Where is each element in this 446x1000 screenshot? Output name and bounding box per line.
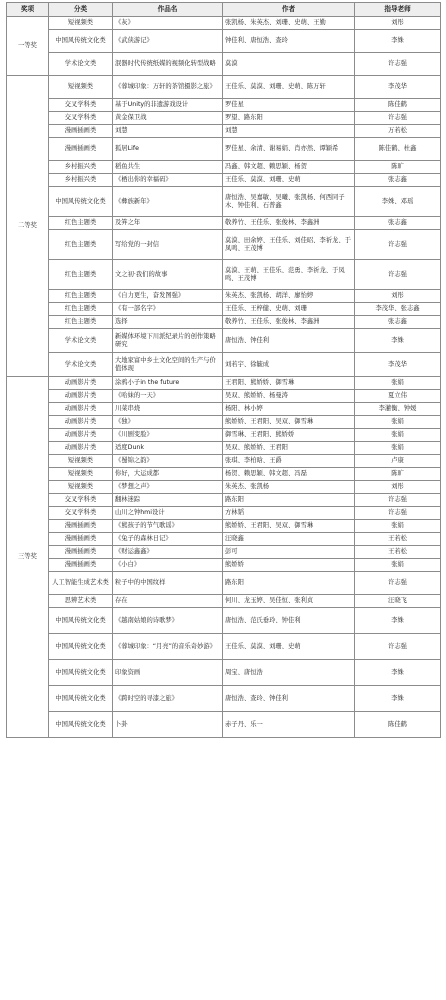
work-cell: 你好，大运成都 xyxy=(113,468,223,481)
authors-cell: 刘若宇、徐毓成 xyxy=(223,353,355,377)
teacher-cell: 张娟 xyxy=(355,442,441,455)
authors-cell: 王佳乐、王梓健、史萌、刘珊 xyxy=(223,303,355,316)
work-cell: 《彝族新年》 xyxy=(113,187,223,217)
work-cell: 《蜀锦之韵》 xyxy=(113,455,223,468)
table-row xyxy=(7,455,441,468)
category-cell: 红色主题类 xyxy=(49,290,113,303)
authors-cell: 杨阳、林小婷 xyxy=(223,403,355,416)
category-cell: 人工智能生成艺术类 xyxy=(49,572,113,595)
header-row xyxy=(7,3,441,17)
work-cell: 翻林迷踪 xyxy=(113,494,223,507)
category-cell: 短视频类 xyxy=(49,455,113,468)
teacher-cell: 陈佳鹤 xyxy=(355,99,441,112)
teacher-cell: 汪晓飞 xyxy=(355,595,441,608)
awards-body xyxy=(7,17,441,738)
category-cell: 中国风传统文化类 xyxy=(49,187,113,217)
table-row xyxy=(7,138,441,161)
teacher-cell: 刘彤 xyxy=(355,17,441,30)
work-cell: 粒子中的中国纹样 xyxy=(113,572,223,595)
table-row xyxy=(7,30,441,53)
teacher-cell: 李姝 xyxy=(355,30,441,53)
work-cell: 《小白》 xyxy=(113,559,223,572)
table-row xyxy=(7,520,441,533)
authors-cell: 莫漠、王萌、王佳乐、范勇、李祈龙、于凤鸣、王茂博 xyxy=(223,260,355,290)
category-cell: 动画影片类 xyxy=(49,416,113,429)
category-cell: 动画影片类 xyxy=(49,429,113,442)
table-row xyxy=(7,468,441,481)
authors-cell: 罗望、路东阳 xyxy=(223,112,355,125)
work-cell: 《武侠游记》 xyxy=(113,30,223,53)
table-row xyxy=(7,17,441,30)
work-cell: 狐居Life xyxy=(113,138,223,161)
work-cell: 《跨时空的寻漆之旅》 xyxy=(113,686,223,712)
teacher-cell: 王若松 xyxy=(355,546,441,559)
teacher-cell: 李姝、邓瑶 xyxy=(355,187,441,217)
teacher-cell: 许志强 xyxy=(355,53,441,76)
work-cell: 《熊孩子的节气歌谣》 xyxy=(113,520,223,533)
teacher-cell: 张志鑫 xyxy=(355,316,441,329)
authors-cell: 敬养竹、王佳乐、张俊林、李鑫洲 xyxy=(223,316,355,329)
table-row xyxy=(7,290,441,303)
work-cell: 《哈妹的一天》 xyxy=(113,390,223,403)
teacher-cell: 许志强 xyxy=(355,230,441,260)
teacher-cell: 万若松 xyxy=(355,125,441,138)
teacher-cell: 刘彤 xyxy=(355,290,441,303)
table-row xyxy=(7,608,441,634)
table-row xyxy=(7,377,441,390)
table-row xyxy=(7,260,441,290)
authors-cell: 汪晓鑫 xyxy=(223,533,355,546)
table-row xyxy=(7,316,441,329)
category-cell: 红色主题类 xyxy=(49,217,113,230)
work-cell: 稻鱼共生 xyxy=(113,161,223,174)
teacher-cell: 李茂华、张志鑫 xyxy=(355,303,441,316)
table-row xyxy=(7,174,441,187)
authors-cell: 方林韬 xyxy=(223,507,355,520)
category-cell: 短视频类 xyxy=(49,468,113,481)
teacher-cell: 王若松 xyxy=(355,533,441,546)
work-cell: 及笄之年 xyxy=(113,217,223,230)
category-cell: 漫画插画类 xyxy=(49,125,113,138)
authors-cell: 王佳乐、莫漠、刘珊、史萌 xyxy=(223,174,355,187)
work-cell: 《栖出你的幸福码》 xyxy=(113,174,223,187)
authors-cell: 唐恒浩、范氏垂玲、钟佳利 xyxy=(223,608,355,634)
authors-cell: 路东阳 xyxy=(223,494,355,507)
work-cell: 《灰》 xyxy=(113,17,223,30)
category-cell: 交叉学科类 xyxy=(49,112,113,125)
authors-cell: 王君阳、熊娇娇、御雪琳 xyxy=(223,377,355,390)
category-cell: 漫画插画类 xyxy=(49,138,113,161)
awards-table xyxy=(6,2,441,738)
teacher-cell: 张娟 xyxy=(355,559,441,572)
category-cell: 红色主题类 xyxy=(49,260,113,290)
teacher-cell: 张娟 xyxy=(355,416,441,429)
teacher-cell: 李姝 xyxy=(355,608,441,634)
teacher-cell: 李茂华 xyxy=(355,76,441,99)
authors-cell: 御雪琳、王君阳、熊娇娇 xyxy=(223,429,355,442)
authors-cell: 罗佳星、余清、谢易娟、肖亦然、谭颖希 xyxy=(223,138,355,161)
work-cell: 泯器时代传统纸媒的视频化转型战略 xyxy=(113,53,223,76)
category-cell: 学术论文类 xyxy=(49,353,113,377)
work-cell: 印象资画 xyxy=(113,660,223,686)
authors-cell: 彭可 xyxy=(223,546,355,559)
authors-cell: 冯鑫、韩文超、赖思颖、杨贺 xyxy=(223,161,355,174)
table-row xyxy=(7,53,441,76)
work-cell: 《独》 xyxy=(113,416,223,429)
category-cell: 思辨艺术类 xyxy=(49,595,113,608)
table-row xyxy=(7,125,441,138)
work-cell: 《自力更生，奋发图强》 xyxy=(113,290,223,303)
award-level-cell: 二等奖 xyxy=(7,76,49,377)
teacher-cell: 陈佳鹤 xyxy=(355,712,441,738)
table-row xyxy=(7,161,441,174)
authors-cell: 莫漠、田余婷、王佳乐、刘佳昭、李祈龙、于凤鸣、王茂博 xyxy=(223,230,355,260)
table-row xyxy=(7,481,441,494)
category-cell: 红色主题类 xyxy=(49,316,113,329)
table-row xyxy=(7,303,441,316)
teacher-cell: 张娟 xyxy=(355,377,441,390)
table-row xyxy=(7,112,441,125)
teacher-cell: 卢康 xyxy=(355,455,441,468)
teacher-cell: 张娟 xyxy=(355,520,441,533)
category-cell: 中国风传统文化类 xyxy=(49,660,113,686)
header-work: 作品名 xyxy=(113,3,223,17)
work-cell: 选择 xyxy=(113,316,223,329)
category-cell: 红色主题类 xyxy=(49,303,113,316)
authors-cell: 唐恒浩、吴嘉敏、吴曦、张凯杨、何西同子木、钟佳利、石普鑫 xyxy=(223,187,355,217)
table-row xyxy=(7,546,441,559)
teacher-cell: 陈旷 xyxy=(355,468,441,481)
table-row xyxy=(7,686,441,712)
work-cell: 写给党的一封信 xyxy=(113,230,223,260)
authors-cell: 唐恒浩、钟佳利 xyxy=(223,329,355,353)
work-cell: 适度Dunk xyxy=(113,442,223,455)
category-cell: 中国风传统文化类 xyxy=(49,634,113,660)
work-cell: 存在 xyxy=(113,595,223,608)
authors-cell: 敬养竹、王佳乐、张俊林、李鑫洲 xyxy=(223,217,355,230)
category-cell: 中国风传统文化类 xyxy=(49,712,113,738)
authors-cell: 赤子丹、乐一 xyxy=(223,712,355,738)
teacher-cell: 张志鑫 xyxy=(355,217,441,230)
work-cell: 文之初·我们的故事 xyxy=(113,260,223,290)
category-cell: 动画影片类 xyxy=(49,377,113,390)
teacher-cell: 许志强 xyxy=(355,634,441,660)
teacher-cell: 李茂华 xyxy=(355,353,441,377)
teacher-cell: 李灌衡、钟媛 xyxy=(355,403,441,416)
category-cell: 交叉学科类 xyxy=(49,507,113,520)
category-cell: 动画影片类 xyxy=(49,390,113,403)
work-cell: 基于Unity的非遗游戏设计 xyxy=(113,99,223,112)
table-row xyxy=(7,442,441,455)
work-cell: 《梦想之声》 xyxy=(113,481,223,494)
category-cell: 交叉学科类 xyxy=(49,494,113,507)
category-cell: 短视频类 xyxy=(49,481,113,494)
teacher-cell: 陈旷 xyxy=(355,161,441,174)
work-cell: 山川之钟hmi设计 xyxy=(113,507,223,520)
work-cell: 《越南姑娘的诗歌梦》 xyxy=(113,608,223,634)
authors-cell: 王佳乐、莫漠、刘珊、史萌 xyxy=(223,634,355,660)
work-cell: 《川剧变脸》 xyxy=(113,429,223,442)
category-cell: 短视频类 xyxy=(49,17,113,30)
category-cell: 动画影片类 xyxy=(49,403,113,416)
teacher-cell: 许志强 xyxy=(355,507,441,520)
work-cell: 黄金保卫战 xyxy=(113,112,223,125)
category-cell: 短视频类 xyxy=(49,76,113,99)
table-row xyxy=(7,76,441,99)
header-award: 奖项 xyxy=(7,3,49,17)
teacher-cell: 李姝 xyxy=(355,660,441,686)
category-cell: 交叉学科类 xyxy=(49,99,113,112)
authors-cell: 何川、龙玉婷、吴佳恒、张利贞 xyxy=(223,595,355,608)
category-cell: 漫画插画类 xyxy=(49,559,113,572)
authors-cell: 吴双、熊娇娇、王君阳 xyxy=(223,442,355,455)
work-cell: 刘慧 xyxy=(113,125,223,138)
table-row xyxy=(7,217,441,230)
work-cell: 《蓉城印象：万轩的茶馆摄影之旅》 xyxy=(113,76,223,99)
table-row xyxy=(7,353,441,377)
work-cell: 涂鸦小子in the future xyxy=(113,377,223,390)
table-row xyxy=(7,595,441,608)
teacher-cell: 陈佳鹤、杜鑫 xyxy=(355,138,441,161)
work-cell: 新媒体环境下川派纪录片的创作策略研究 xyxy=(113,329,223,353)
teacher-cell: 李姝 xyxy=(355,686,441,712)
work-cell: 《有一部名字》 xyxy=(113,303,223,316)
category-cell: 红色主题类 xyxy=(49,230,113,260)
table-row xyxy=(7,187,441,217)
authors-cell: 张凯杨、朱英杰、刘珊、史萌、王勤 xyxy=(223,17,355,30)
authors-cell: 吴双、熊娇娇、杨曼涛 xyxy=(223,390,355,403)
authors-cell: 莫漠 xyxy=(223,53,355,76)
table-row xyxy=(7,559,441,572)
table-row xyxy=(7,403,441,416)
teacher-cell: 许志强 xyxy=(355,260,441,290)
table-row xyxy=(7,230,441,260)
teacher-cell: 张志鑫 xyxy=(355,174,441,187)
category-cell: 漫画插画类 xyxy=(49,520,113,533)
category-cell: 中国风传统文化类 xyxy=(49,608,113,634)
work-cell: 川菜串烧 xyxy=(113,403,223,416)
table-row xyxy=(7,99,441,112)
table-row xyxy=(7,429,441,442)
work-cell: 《蓉城印象：“月亮”的音乐奇妙游》 xyxy=(113,634,223,660)
authors-cell: 杨贺、赖思颖、韩文超、冯磊 xyxy=(223,468,355,481)
teacher-cell: 刘彤 xyxy=(355,481,441,494)
category-cell: 乡村振兴类 xyxy=(49,174,113,187)
header-category: 分类 xyxy=(49,3,113,17)
teacher-cell: 许志强 xyxy=(355,494,441,507)
authors-cell: 张琪、李柏晗、王爵 xyxy=(223,455,355,468)
table-row xyxy=(7,507,441,520)
authors-cell: 路东阳 xyxy=(223,572,355,595)
category-cell: 动画影片类 xyxy=(49,442,113,455)
work-cell: 大地家富中乡土文化空间的生产与价值体现 xyxy=(113,353,223,377)
work-cell: 卜卦 xyxy=(113,712,223,738)
table-row xyxy=(7,390,441,403)
authors-cell: 刘慧 xyxy=(223,125,355,138)
work-cell: 《兔子的森林日记》 xyxy=(113,533,223,546)
authors-cell: 唐恒浩、查玲、钟佳利 xyxy=(223,686,355,712)
award-level-cell: 一等奖 xyxy=(7,17,49,76)
authors-cell: 钟佳利、唐恒浩、查玲 xyxy=(223,30,355,53)
teacher-cell: 许志强 xyxy=(355,572,441,595)
category-cell: 学术论文类 xyxy=(49,53,113,76)
teacher-cell: 李姝 xyxy=(355,329,441,353)
category-cell: 中国风传统文化类 xyxy=(49,30,113,53)
work-cell: 《财运鑫鑫》 xyxy=(113,546,223,559)
table-row xyxy=(7,572,441,595)
teacher-cell: 夏立伟 xyxy=(355,390,441,403)
header-teacher: 指导老师 xyxy=(355,3,441,17)
table-row xyxy=(7,660,441,686)
category-cell: 学术论文类 xyxy=(49,329,113,353)
table-row xyxy=(7,634,441,660)
table-row xyxy=(7,416,441,429)
category-cell: 乡村振兴类 xyxy=(49,161,113,174)
authors-cell: 熊娇娇、王君阳、吴双、御雪琳 xyxy=(223,416,355,429)
table-row xyxy=(7,712,441,738)
category-cell: 漫画插画类 xyxy=(49,546,113,559)
authors-cell: 朱英杰、张凯杨、胡洋、廖怡婷 xyxy=(223,290,355,303)
category-cell: 中国风传统文化类 xyxy=(49,686,113,712)
header-authors: 作者 xyxy=(223,3,355,17)
authors-cell: 周宝、唐恒浩 xyxy=(223,660,355,686)
table-row xyxy=(7,329,441,353)
table-row xyxy=(7,494,441,507)
authors-cell: 熊娇娇、王君阳、吴双、御雪琳 xyxy=(223,520,355,533)
authors-cell: 熊娇娇 xyxy=(223,559,355,572)
table-row xyxy=(7,533,441,546)
category-cell: 漫画插画类 xyxy=(49,533,113,546)
award-level-cell: 三等奖 xyxy=(7,377,49,738)
authors-cell: 王佳乐、莫漠、刘珊、史萌、陈万轩 xyxy=(223,76,355,99)
authors-cell: 罗佳星 xyxy=(223,99,355,112)
authors-cell: 朱英杰、张凯杨 xyxy=(223,481,355,494)
teacher-cell: 张娟 xyxy=(355,429,441,442)
teacher-cell: 许志强 xyxy=(355,112,441,125)
